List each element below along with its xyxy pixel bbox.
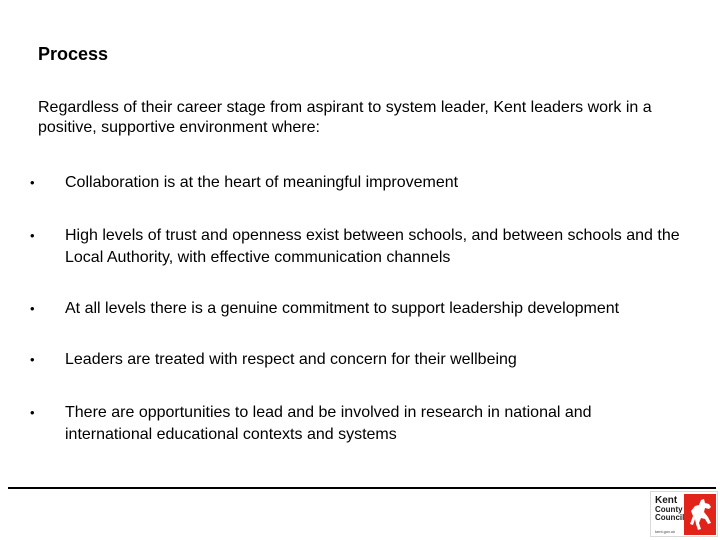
bullet-item [30,402,680,446]
bullet-marker: • [30,175,35,190]
bullet-item [30,298,680,320]
bullet-marker: • [30,228,35,243]
kent-county-council-logo [650,491,718,537]
bullet-marker: • [30,301,35,316]
logo-wordmark [655,495,684,522]
bullet-item [30,349,680,371]
footer-divider [8,487,716,489]
bullet-text: Leaders are treated with respect and concern for their wellbeing [65,351,517,368]
bullet-text: There are opportunities to lead and be involved in research in national and international educational contexts and systems [65,404,592,443]
slide-title: Process [38,44,109,64]
intro-paragraph: Regardless of their career stage from aspirant to system leader, Kent leaders work in a positive, supportive environment where: [38,99,652,136]
logo-line-1: Kent [655,495,678,506]
logo-line-2: County [655,505,683,514]
bullet-text: Collaboration is at the heart of meaningful improvement [65,174,459,191]
bullet-text: High levels of trust and openness exist between schools, and between schools and the Local Authority, with effective communication channels [65,227,680,266]
bullet-text: At all levels there is a genuine commitment to support leadership development [65,300,620,317]
bullet-list [30,172,680,475]
bullet-item [30,225,680,269]
bullet-marker: • [30,352,35,367]
logo-line-3: Council [655,513,685,522]
bullet-marker: • [30,405,35,420]
logo-url: kent.gov.uk [655,529,676,534]
white-horse-icon [684,494,716,535]
bullet-item [30,172,680,194]
